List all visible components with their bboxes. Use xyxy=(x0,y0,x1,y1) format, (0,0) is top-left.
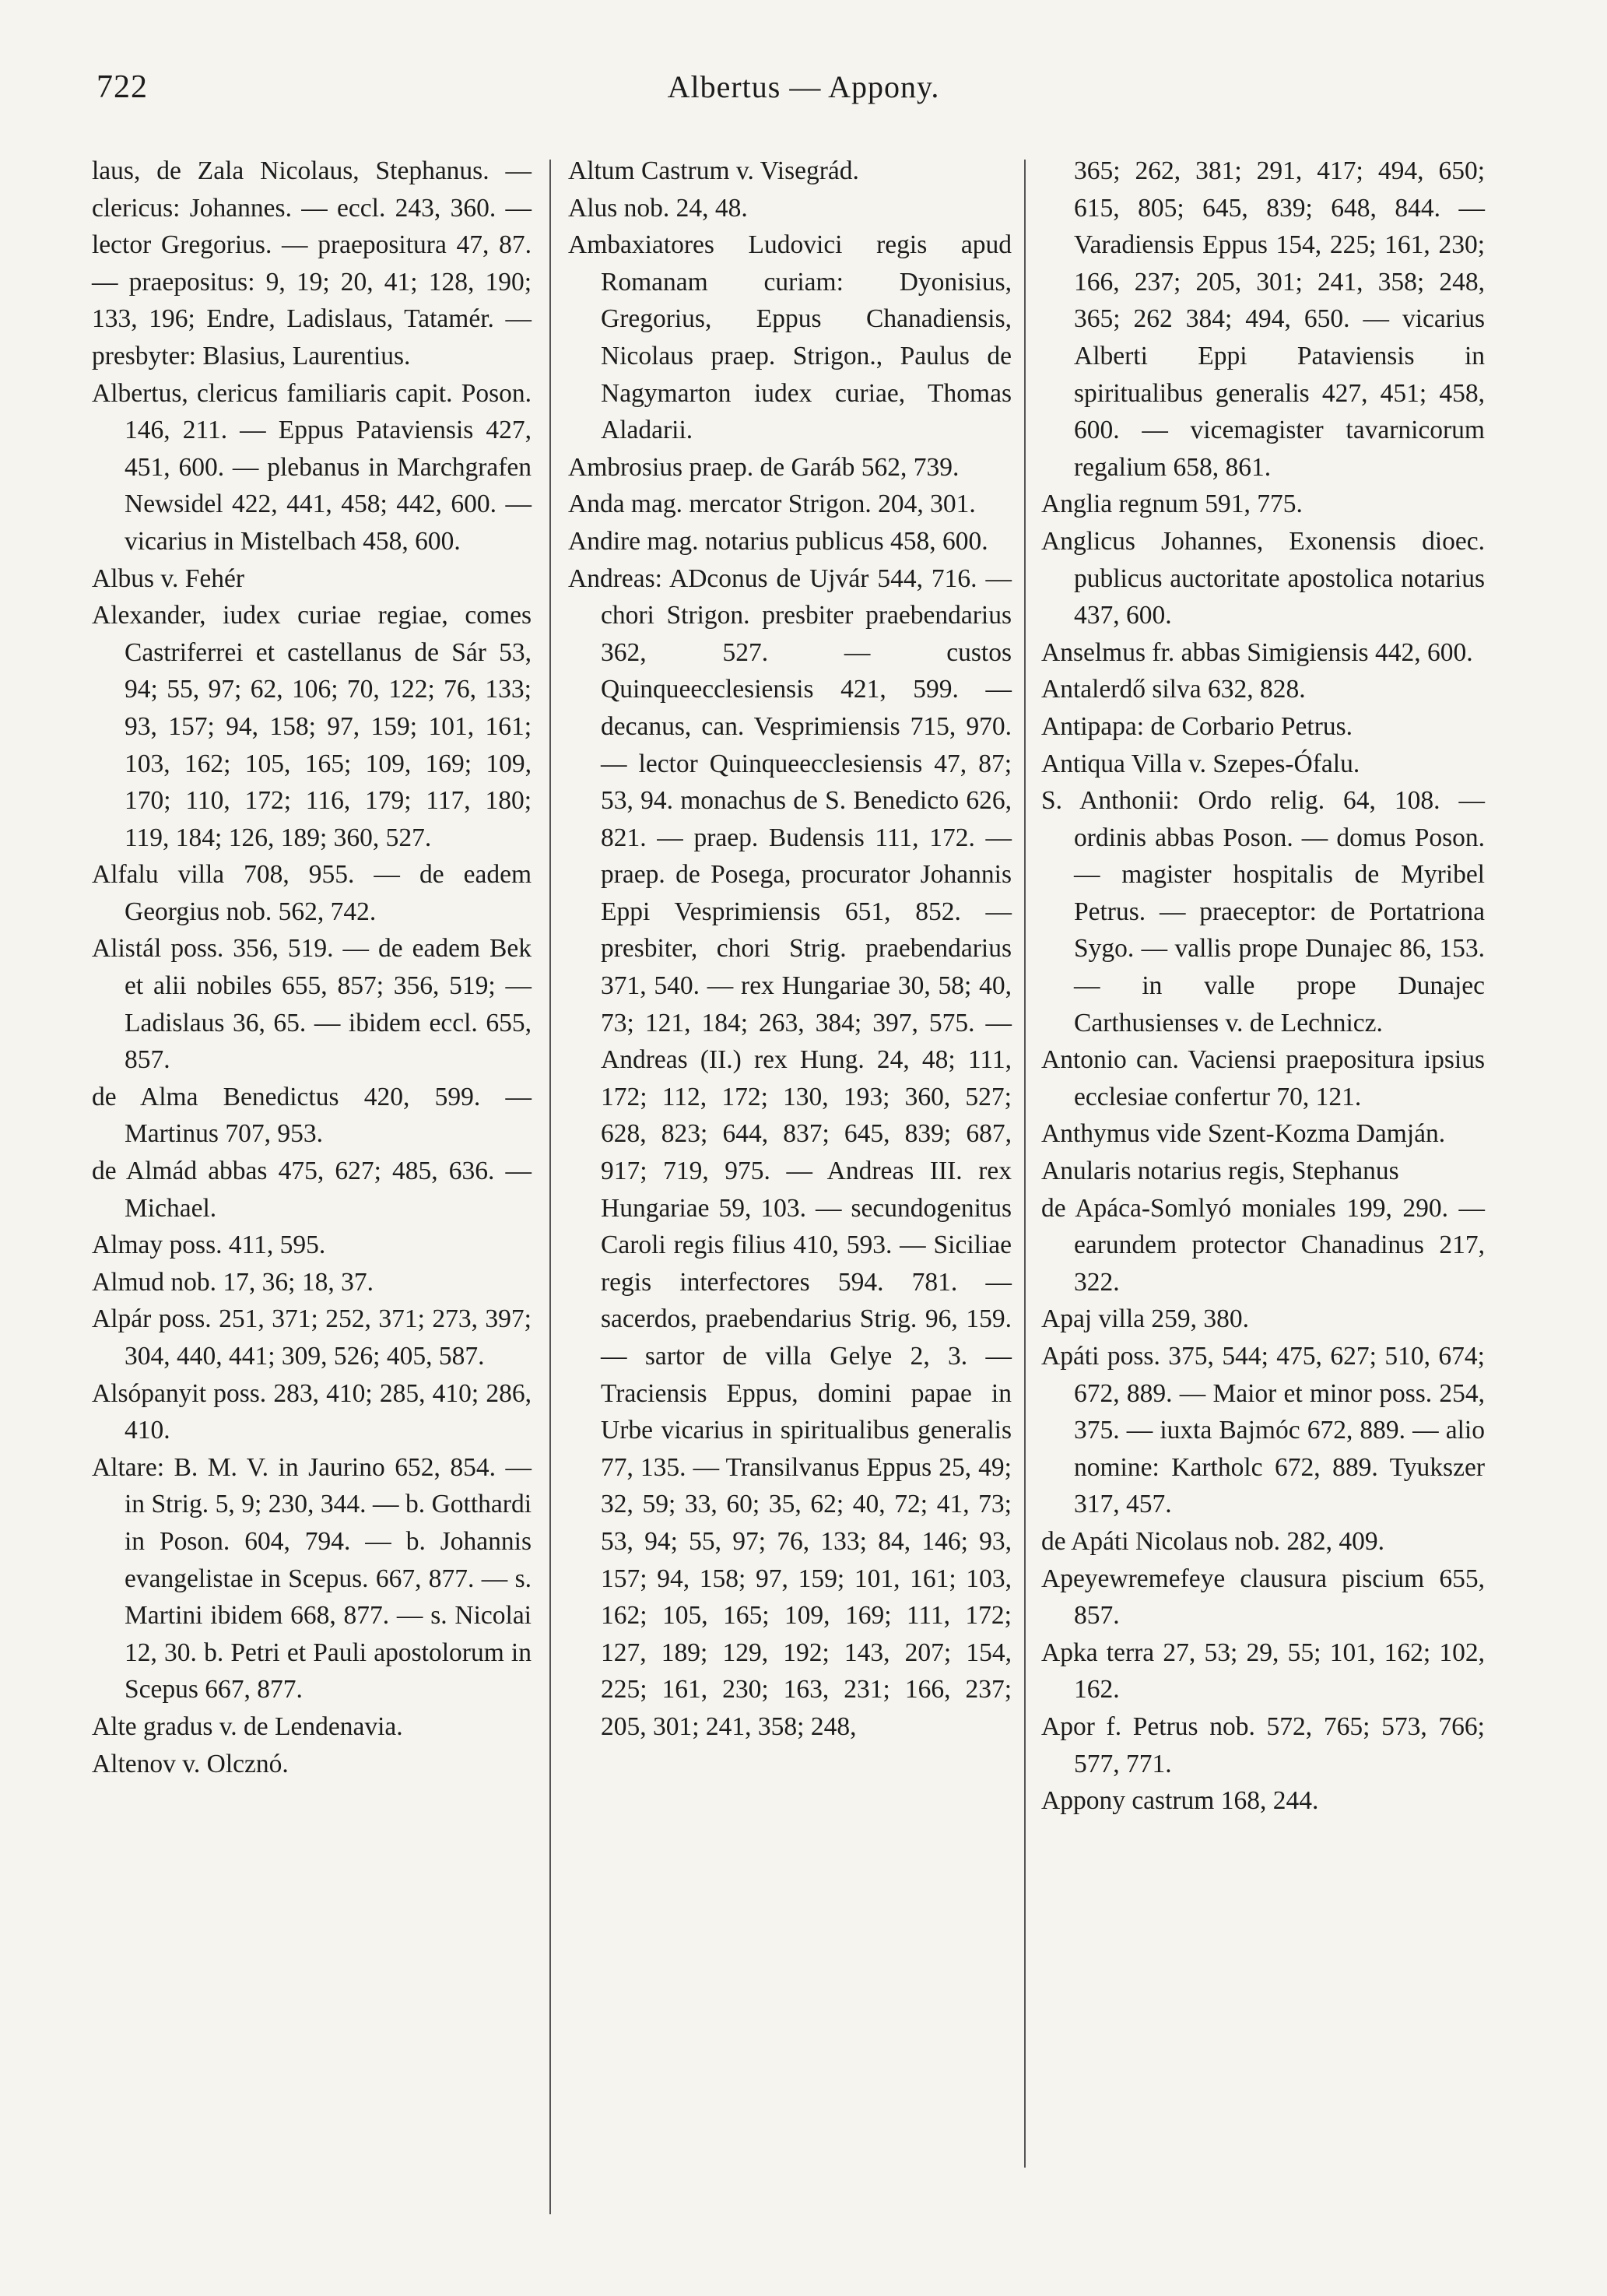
index-entry: Anthymus vide Szent-Kozma Damján. xyxy=(1041,1119,1446,1149)
index-entry: Alfalu villa 708, 955. — de eadem Georgius nob. 562, 742. xyxy=(92,860,532,926)
column-divider xyxy=(549,160,551,2214)
index-entry: de Almád abbas 475, 627; 485, 636. — Michael. xyxy=(92,1157,532,1223)
index-entry: Altum Castrum v. Visegrád. xyxy=(568,156,859,185)
index-entry: Apka terra 27, 53; 29, 55; 101, 162; 102, 162. xyxy=(1041,1638,1485,1704)
index-entry: Antonio can. Vaciensi praepositura ipsius ecclesiae confertur 70, 121. xyxy=(1041,1045,1485,1111)
index-entry: Alte gradus v. de Lendenavia. xyxy=(92,1711,403,1741)
index-entry: Albertus, clericus familiaris capit. Poson. 146, 211. — Eppus Pataviensis 427, 451, 600. — plebanus in Marchgrafen Newsidel 422, 441, 458; 442, 600. — vicarius in Mistelbach 458, 600. xyxy=(92,378,532,556)
index-entry: Altare: B. M. V. in Jaurino 652, 854. — in Strig. 5, 9; 230, 344. — b. Gotthardi in Poson. 604, 794. — b. Johannis evangelistae in Scepus. 667, 877. — s. Martini ibidem 668, 877. — s. Nicolai 12, 30. b. Petri et Pauli apostolorum in Scepus 667, 877. xyxy=(92,1452,532,1704)
index-entry: Alistál poss. 356, 519. — de eadem Bek et alii nobiles 655, 857; 356, 519; — Ladislaus 36, 65. — ibidem eccl. 655, 857. xyxy=(92,934,532,1075)
index-entry: S. Anthonii: Ordo relig. 64, 108. — ordinis abbas Poson. — domus Poson. — magister hospitalis de Myribel Petrus. — praeceptor: de Portatriona Sygo. — vallis prope Dunajec 86, 153. — in valle prope Dunajec Carthusienses v. de Lechnicz. xyxy=(1041,786,1485,1037)
index-entry: Almay poss. 411, 595. xyxy=(92,1231,326,1260)
index-entry: Alexander, iudex curiae regiae, comes Castriferrei et castellanus de Sár 53, 94; 55, 97; 62, 106; 70, 122; 76, 133; 93, 157; 94, 158; 97, 159; 101, 161; 103, 162; 105, 165; 109, 169; 109, 170; 110, 172; 116, 179; 117, 180; 119, 184; 126, 189; 360, 527. xyxy=(92,601,532,852)
page-number: 722 xyxy=(96,69,148,105)
index-entry: Alsópanyit poss. 283, 410; 285, 410; 286, 410. xyxy=(92,1378,532,1445)
index-entry: Antipapa: de Corbario Petrus. xyxy=(1041,711,1353,741)
index-entry: Ambaxiatores Ludovici regis apud Romanam curiam: Dyonisius, Gregorius, Eppus Chanadiensis, Nicolaus praep. Strigon., Paulus de Nagymarton iudex curiae, Thomas Aladarii. xyxy=(568,230,1012,445)
index-entry: Apaj villa 259, 380. xyxy=(1041,1304,1250,1334)
index-entry: Anda mag. mercator Strigon. 204, 301. xyxy=(568,490,976,519)
index-entry: Andreas: ADconus de Ujvár 544, 716. — chori Strigon. presbiter praebendarius 362, 527. — custos Quinqueecclesiensis 421, 599. — decanus, can. Vesprimiensis 715, 970. — lector Quinqueecclesiensis 47, 87; 53, 94. monachus de S. Benedicto 626, 821. — praep. Budensis 111, 172. — praep. de Posega, procurator Johannis Eppi Vesprimiensis 651, 852. — presbiter, chori Strig. praebendarius 371, 540. — rex Hungariae 30, 58; 40, 73; 121, 184; 263, 384; 397, 575. — Andreas (II.) rex Hung. 24, 48; 111, 172; 112, 172; 130, 193; 360, 527; 628, 823; 644, 837; 645, 839; 687, 917; 719, 975. — Andreas III. rex Hungariae 59, 103. — secundogenitus Caroli regis filius 410, 593. — Siciliae regis interfectores 594. 781. — sacerdos, praebendarius Strig. 96, 159. — sartor de villa Gelye 2, 3. — Traciensis Eppus, domini papae in Urbe vicarius in spiritualibus generalis 77, 135. — Transilvanus Eppus 25, 49; 32, 59; 33, 60; 35, 62; 40, 72; 41, 73; 53, 94; 55, 97; 76, 133; 84, 146; 93, 157; 94, 158; 97, 159; 101, 161; 103, 162; 105, 165; 109, 169; 111, 172; 127, 189; 129, 192; 143, 207; 154, 225; 161, 230; 163, 231; 166, 237; 205, 301; 241, 358; 248, xyxy=(568,563,1012,1741)
index-column-middle xyxy=(568,153,1012,1746)
index-entry: Appony castrum 168, 244. xyxy=(1041,1786,1319,1816)
index-entry: de Apáca-Somlyó moniales 199, 290. — earundem protector Chanadinus 217, 322. xyxy=(1041,1193,1485,1297)
index-entry: Anselmus fr. abbas Simigiensis 442, 600. xyxy=(1041,637,1473,667)
index-entry: Antiqua Villa v. Szepes-Ófalu. xyxy=(1041,749,1360,778)
index-entry: Almud nob. 17, 36; 18, 37. xyxy=(92,1267,374,1297)
index-entry: Ambrosius praep. de Garáb 562, 739. xyxy=(568,452,960,482)
index-entry: de Apáti Nicolaus nob. 282, 409. xyxy=(1041,1526,1385,1556)
index-entry: Anglicus Johannes, Exonensis dioec. publicus auctoritate apostolica notarius 437, 600. xyxy=(1041,526,1485,630)
index-entry: Apeyewremefeye clausura piscium 655, 857. xyxy=(1041,1564,1485,1631)
index-entry: Altenov v. Olcznó. xyxy=(92,1749,289,1778)
index-entry: Alus nob. 24, 48. xyxy=(568,193,748,223)
index-column-left xyxy=(92,153,532,1782)
index-entry: de Alma Benedictus 420, 599. — Martinus 707, 953. xyxy=(92,1082,532,1149)
index-entry: Apáti poss. 375, 544; 475, 627; 510, 674; 672, 889. — Maior et minor poss. 254, 375. — iuxta Bajmóc 672, 889. — alio nomine: Kartholc 672, 889. Tyukszer 317, 457. xyxy=(1041,1342,1485,1519)
page-header xyxy=(0,68,1607,115)
index-entry: Andire mag. notarius publicus 458, 600. xyxy=(568,526,988,556)
index-entry: Anglia regnum 591, 775. xyxy=(1041,490,1303,519)
index-entry: 365; 262, 381; 291, 417; 494, 650; 615, 805; 645, 839; 648, 844. — Varadiensis Eppus 154, 225; 161, 230; 166, 237; 205, 301; 241, 358; 248, 365; 262 384; 494, 650. — vicarius Alberti Eppi Pataviensis in spiritualibus generalis 427, 451; 458, 600. — vicemagister tavarnicorum regalium 658, 861. xyxy=(1074,156,1485,482)
index-column-right xyxy=(1041,153,1485,1820)
index-entry: laus, de Zala Nicolaus, Stephanus. — clericus: Johannes. — eccl. 243, 360. — lector Gregorius. — praepositura 47, 87. — praepositus: 9, 19; 20, 41; 128, 190; 133, 196; Endre, Ladislaus, Tatamér. — presbyter: Blasius, Laurentius. xyxy=(92,156,532,370)
index-entry: Anularis notarius regis, Stephanus xyxy=(1041,1157,1399,1186)
index-entry: Antalerdő silva 632, 828. xyxy=(1041,675,1306,704)
running-title: Albertus — Appony. xyxy=(667,69,940,104)
index-entry: Apor f. Petrus nob. 572, 765; 573, 766; 577, 771. xyxy=(1041,1711,1485,1778)
column-divider xyxy=(1024,160,1026,2168)
index-entry: Albus v. Fehér xyxy=(92,563,245,593)
index-entry: Alpár poss. 251, 371; 252, 371; 273, 397; 304, 440, 441; 309, 526; 405, 587. xyxy=(92,1304,532,1371)
